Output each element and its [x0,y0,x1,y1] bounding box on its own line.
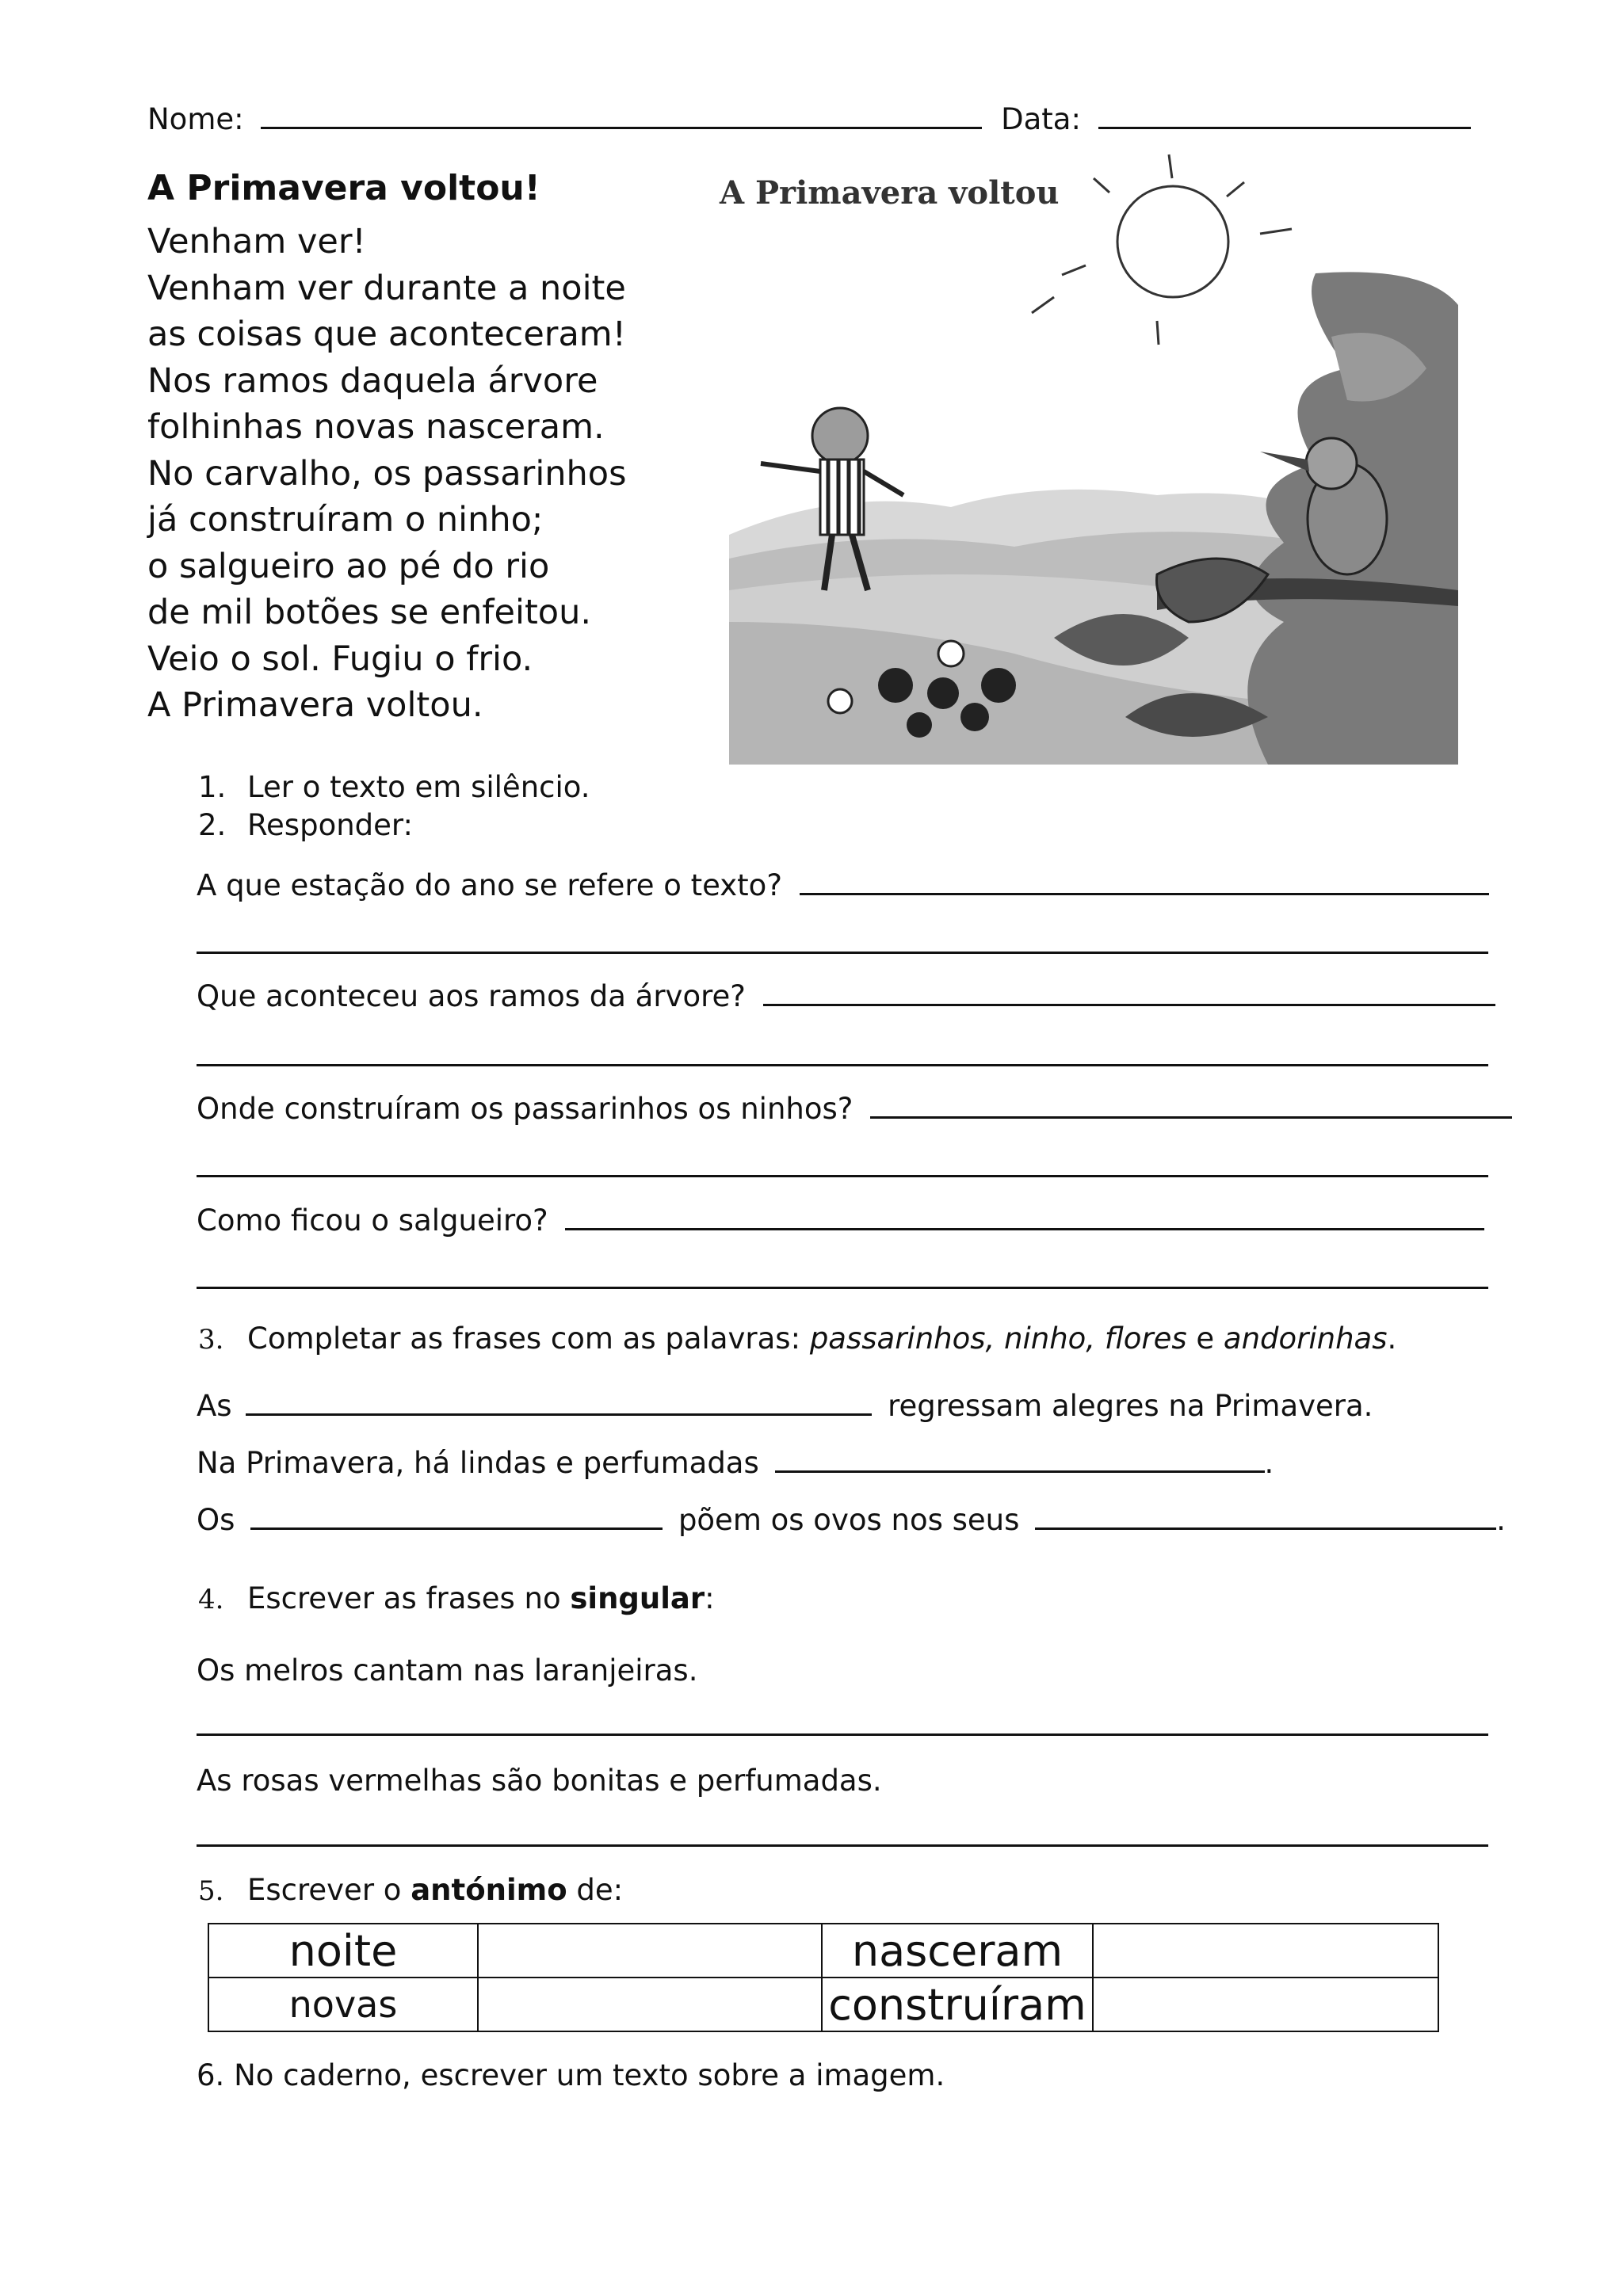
singular-sentence-2: As rosas vermelhas são bonitas e perfumadas. [197,1764,882,1798]
task-5-bold: antónimo [411,1873,567,1907]
task-3-and: e [1196,1322,1215,1356]
answer-field[interactable] [870,1089,1512,1119]
task-5 [198,1871,623,1910]
poem-line: as coisas que aconteceram! [147,315,626,354]
antonym-answer-cell[interactable] [478,1924,822,1978]
poem-line: folhinhas novas nasceram. [147,407,605,447]
blank-field[interactable] [250,1501,663,1530]
task-1 [198,769,590,807]
illustration-caption: A Primavera voltou [720,174,1060,212]
sentence-text: . [1264,1446,1274,1480]
poem-line: Nos ramos daquela árvore [147,360,598,401]
question-row [197,977,1495,1016]
task-3 [198,1320,1396,1359]
task-3-words: passarinhos, ninho, flores [809,1322,1187,1356]
question-text: Como ficou o salgueiro? [197,1203,548,1238]
task-2 [198,807,413,845]
name-row [147,100,1471,139]
date-label: Data: [1001,102,1081,136]
task-5-number: 5. [198,1875,224,1907]
task-5-text: Escrever o [247,1873,402,1907]
answer-field[interactable] [763,977,1495,1006]
question-row [197,1201,1484,1240]
sentence-text: Na Primavera, há lindas e perfumadas [197,1446,759,1480]
answer-line[interactable] [197,1844,1488,1847]
date-field[interactable] [1098,100,1471,129]
poem-line: No carvalho, os passarinhos [147,453,627,494]
question-text: Que aconteceu aos ramos da árvore? [197,979,746,1013]
task-6: 6. No caderno, escrever um texto sobre a imagem. [197,2058,945,2092]
task-4-number: 4. [198,1584,224,1615]
question-text: Onde construíram os passarinhos os ninhos? [197,1092,854,1126]
spring-illustration [713,147,1458,765]
blank-field[interactable] [246,1386,872,1416]
answer-line[interactable] [197,1287,1488,1289]
sentence-1 [197,1386,1373,1425]
name-field[interactable] [261,100,982,129]
task-1-text: Ler o texto em silêncio. [247,770,590,804]
poem-line: Venham ver durante a noite [147,268,626,308]
spring-scene-image [713,147,1458,765]
antonym-word: noite [208,1924,478,1978]
sentence-text: As [197,1389,232,1423]
poem-title: A Primavera voltou! [147,168,540,208]
task-4-colon: : [705,1581,715,1615]
question-row [197,1089,1512,1128]
antonym-word: novas [208,1978,478,2031]
singular-sentence-1: Os melros cantam nas laranjeiras. [197,1653,698,1688]
answer-line[interactable] [197,952,1488,954]
table-row [208,1978,1438,2031]
sentence-text: . [1496,1503,1506,1537]
task-3-number: 3. [198,1324,224,1356]
answer-field[interactable] [565,1201,1484,1230]
answer-line[interactable] [197,1175,1488,1177]
answer-line[interactable] [197,1733,1488,1736]
antonym-answer-cell[interactable] [1093,1924,1438,1978]
task-1-number: 1. [198,770,227,804]
sentence-3 [197,1501,1506,1539]
poem-line: de mil botões se enfeitou. [147,593,592,632]
name-label: Nome: [147,102,244,136]
antonym-word: nasceram [822,1924,1093,1978]
answer-line[interactable] [197,1064,1488,1066]
antonym-word: construíram [822,1978,1093,2031]
blank-field[interactable] [775,1444,1265,1473]
sentence-text: Os [197,1503,235,1537]
poem-line: o salgueiro ao pé do rio [147,546,550,586]
task-5-after: de: [576,1873,624,1907]
answer-field[interactable] [800,866,1489,895]
task-4-text: Escrever as frases no [247,1581,561,1615]
task-3-dot: . [1387,1322,1397,1356]
question-text: A que estação do ano se refere o texto? [197,868,782,902]
antonym-answer-cell[interactable] [1093,1978,1438,2031]
poem-line: A Primavera voltou. [147,685,483,725]
sentence-text: põem os ovos nos seus [678,1503,1020,1537]
task-3-word-last: andorinhas [1223,1322,1388,1356]
blank-field[interactable] [1035,1501,1496,1530]
poem-line: Veio o sol. Fugiu o frio. [147,639,533,679]
poem-line: já construíram o ninho; [147,500,544,540]
task-2-text: Responder: [247,808,413,842]
antonym-answer-cell[interactable] [478,1978,822,2031]
sentence-text: regressam alegres na Primavera. [888,1389,1373,1423]
antonym-table [208,1923,1439,2032]
question-row [197,866,1489,905]
table-row [208,1924,1438,1978]
task-4-bold: singular [570,1581,705,1615]
task-2-number: 2. [198,808,227,842]
poem-line: Venham ver! [147,222,366,261]
task-3-text: Completar as frases com as palavras: [247,1322,801,1356]
task-4 [198,1580,715,1619]
poem-text [147,219,626,729]
sentence-2 [197,1444,1274,1482]
